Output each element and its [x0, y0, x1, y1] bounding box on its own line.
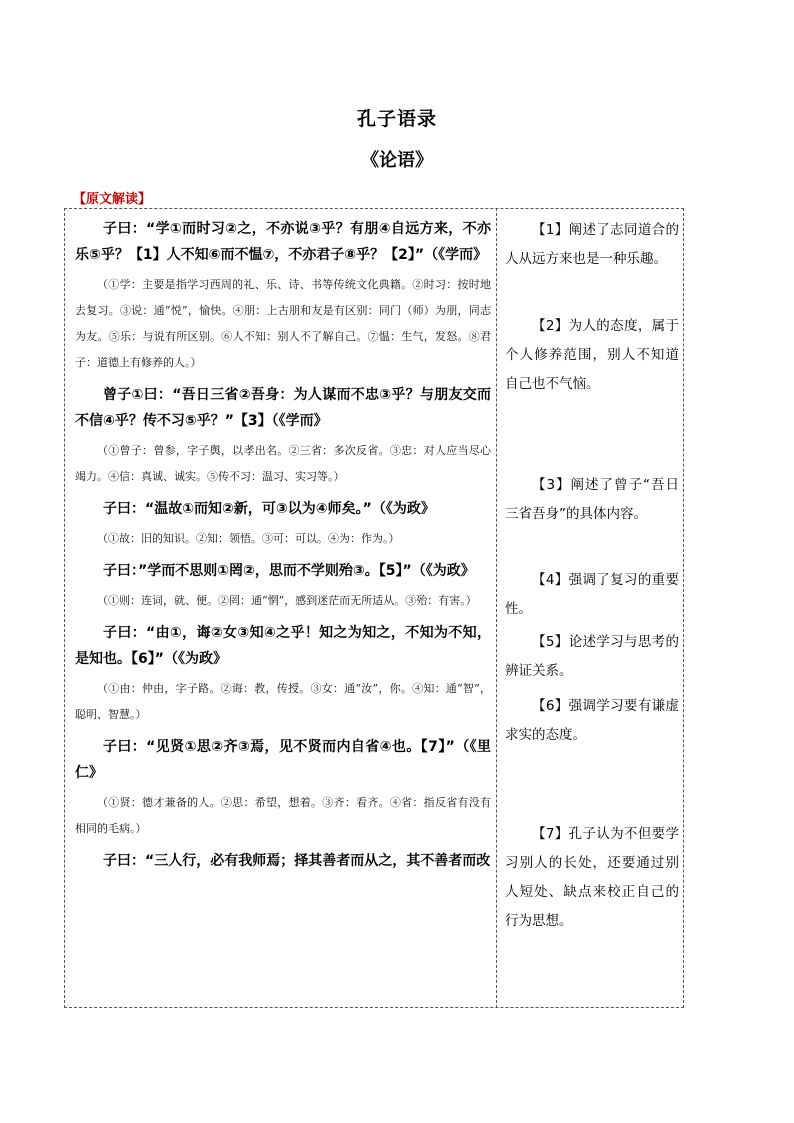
passage-quote: 曾子①曰：“吾日三省②吾身：为人谋而不忠③乎？与朋友交而不信④乎？传不习⑤乎？”【3】（《学而》 [75, 387, 491, 429]
page-subtitle: 《论语》 [361, 150, 433, 171]
page-title: 孔子语录 [356, 108, 437, 130]
passage-quote: 子曰：“学①而时习②之，不亦说③乎？有朋④自远方来，不亦乐⑤乎？【1】人不知⑥而不愠⑦，不亦君子⑧乎？【2】”（《学而》 [75, 221, 491, 263]
comment-6: 【6】强调学习要有谦虚求实的态度。 [505, 698, 679, 743]
passage-quote: 子曰：“由①，诲②女③知④之乎！知之为知之，不知为不知，是知也。【6】”（《为政》 [75, 625, 491, 667]
comment-3: 【3】阐述了曾子“吾日三省吾身”的具体内容。 [505, 477, 679, 522]
passage-note: （①曾子：曾参，字子舆，以孝出名。②三省：多次反省。③忠：对人应当尽心竭力。④信：真诚、诚实。⑤传不习：温习、实习等。） [75, 444, 491, 483]
passage-quote: 子曰：“温故①而知②新，可③以为④师矣。”（《为政》 [103, 501, 435, 517]
commentary-column [505, 216, 679, 1006]
passage-note: （①学：主要是指学习西周的礼、乐、诗、书等传统文化典籍。②时习：按时地去复习。③说：通“悦”，愉快。④朋：上古朋和友是有区别：同门（师）为朋，同志为友。⑤乐：与说有所区别。⑥人不知：别人不了解自己。⑦愠：生气，发怒。⑧君子：道德上有修养的人。） [75, 278, 491, 369]
passage-quote: 子曰：”学而不思则①罔②，思而不学则殆③。【5】”（《为政》 [103, 563, 475, 579]
passage-note: （①则：连词，就、便。②罔：通“惘”，感到迷茫而无所适从。③殆：有害。） [97, 594, 477, 607]
text-column [75, 216, 491, 1006]
column-divider [496, 208, 497, 1008]
section-tag: 【原文解读】 [73, 192, 152, 207]
passage-quote: 子曰：“三人行，必有我师焉；择其善者而从之，其不善者而改 [103, 853, 491, 869]
comment-1: 【1】阐述了志同道合的人从远方来也是一种乐趣。 [505, 222, 679, 267]
passage-note: （①由：仲由，字子路。②诲：教，传授。③女：通“汝”，你。④知：通“智”，聪明、智慧。） [75, 682, 491, 721]
comment-4: 【4】强调了复习的重要性。 [505, 572, 679, 617]
passage-note: （①贤：德才兼备的人。②思：希望，想着。③齐：看齐。④省：指反省有没有相同的毛病。） [75, 796, 491, 835]
passage-note: （①故：旧的知识。②知：领悟。③可：可以。④为：作为。） [97, 532, 400, 545]
comment-7: 【7】孔子认为不但要学习别人的长处，还要通过别人短处、缺点来校正自己的行为思想。 [505, 826, 679, 929]
passage-quote: 子曰：“见贤①思②齐③焉，见不贤而内自省④也。【7】”（《里仁》 [75, 739, 491, 781]
comment-5: 【5】论述学习与思考的辨证关系。 [505, 634, 679, 679]
comment-2: 【2】为人的态度，属于个人修养范围，别人不知道自己也不气恼。 [505, 318, 679, 392]
